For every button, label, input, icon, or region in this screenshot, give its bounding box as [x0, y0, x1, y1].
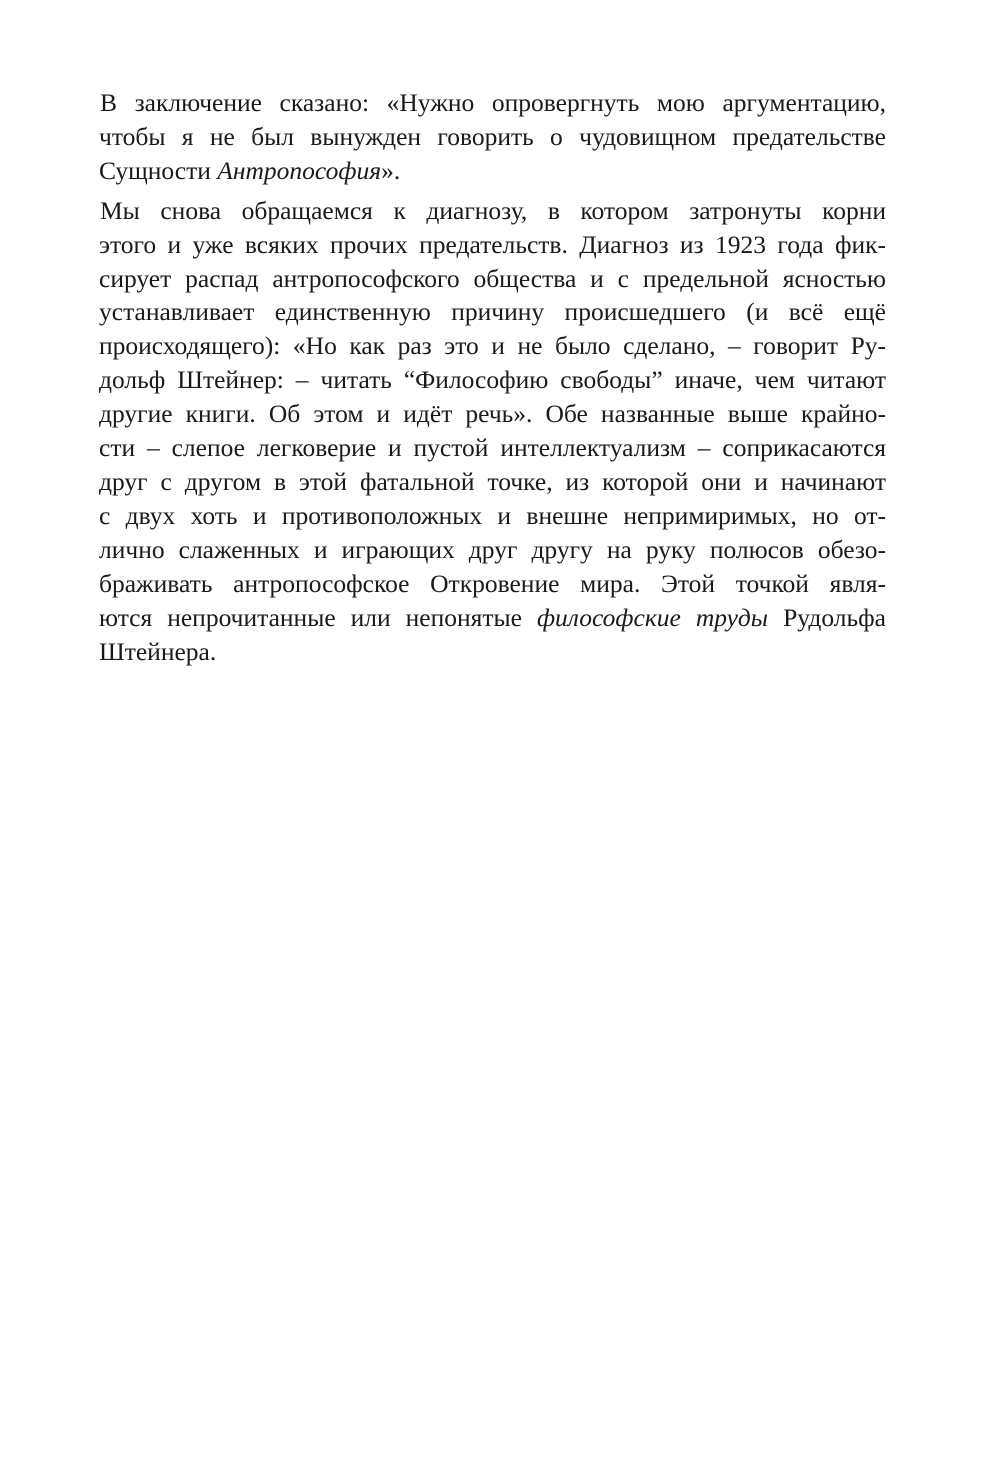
paragraph-2-line-6: дольф Штейнер: – читать “Философию свободы” иначе, чем читают [99, 365, 886, 395]
body-text [99, 86, 886, 674]
paragraph-1-line-1: В заключение сказано: «Нужно опровергнуть мою аргументацию, [100, 88, 886, 117]
paragraph-1 [99, 86, 886, 188]
paragraph-2-line-5: происходящего): «Но как раз это и не было сделано, – говорит Ру- [99, 331, 886, 361]
paragraph-2-line-12: браживать антропософское Откровение мира. Этой точкой явля- [99, 568, 886, 598]
italic-term-anthroposophy: Антропософия [217, 155, 382, 185]
paragraph-2-line-13 [99, 601, 886, 635]
paragraph-2-line-14: Штейнера. [99, 636, 217, 666]
paragraph-2-line-9: друг с другом в этой фатальной точке, из которой они и начинают [99, 466, 886, 496]
paragraph-2-line-7: другие книги. Об этом и идёт речь». Обе названные выше крайно- [99, 399, 886, 429]
paragraph-2-line-4: устанавливает единственную причину происшедшего (и всё ещё [99, 297, 886, 327]
italic-term-philosophical-works: философские труды [536, 602, 769, 632]
paragraph-1-line-3-post: ». [381, 155, 401, 185]
paragraph-1-line-3-pre: Сущности [99, 155, 218, 185]
paragraph-2-line-13-pre: ются непрочитанные или непонятые [99, 602, 537, 632]
paragraph-2-line-2: этого и уже всяких прочих предательств. Диагноз из 1923 года фик- [99, 229, 886, 259]
paragraph-1-line-3 [99, 154, 886, 188]
paragraph-2 [99, 194, 886, 669]
paragraph-2-line-10: с двух хоть и противоположных и внешне непримиримых, но от- [99, 500, 886, 530]
paragraph-2-line-3: сирует распад антропософского общества и с предельной ясностью [99, 263, 886, 293]
paragraph-2-line-8: сти – слепое легковерие и пустой интеллектуализм – соприкасаются [99, 433, 886, 463]
paragraph-1-line-2: чтобы я не был вынужден говорить о чудовищном предательстве [99, 121, 886, 151]
paragraph-2-line-1: Мы снова обращаемся к диагнозу, в котором затронуты корни [100, 195, 886, 225]
paragraph-2-line-11: лично слаженных и играющих друг другу на руку полюсов обезо- [99, 534, 886, 564]
paragraph-2-line-13-post: Рудольфа [768, 602, 886, 632]
